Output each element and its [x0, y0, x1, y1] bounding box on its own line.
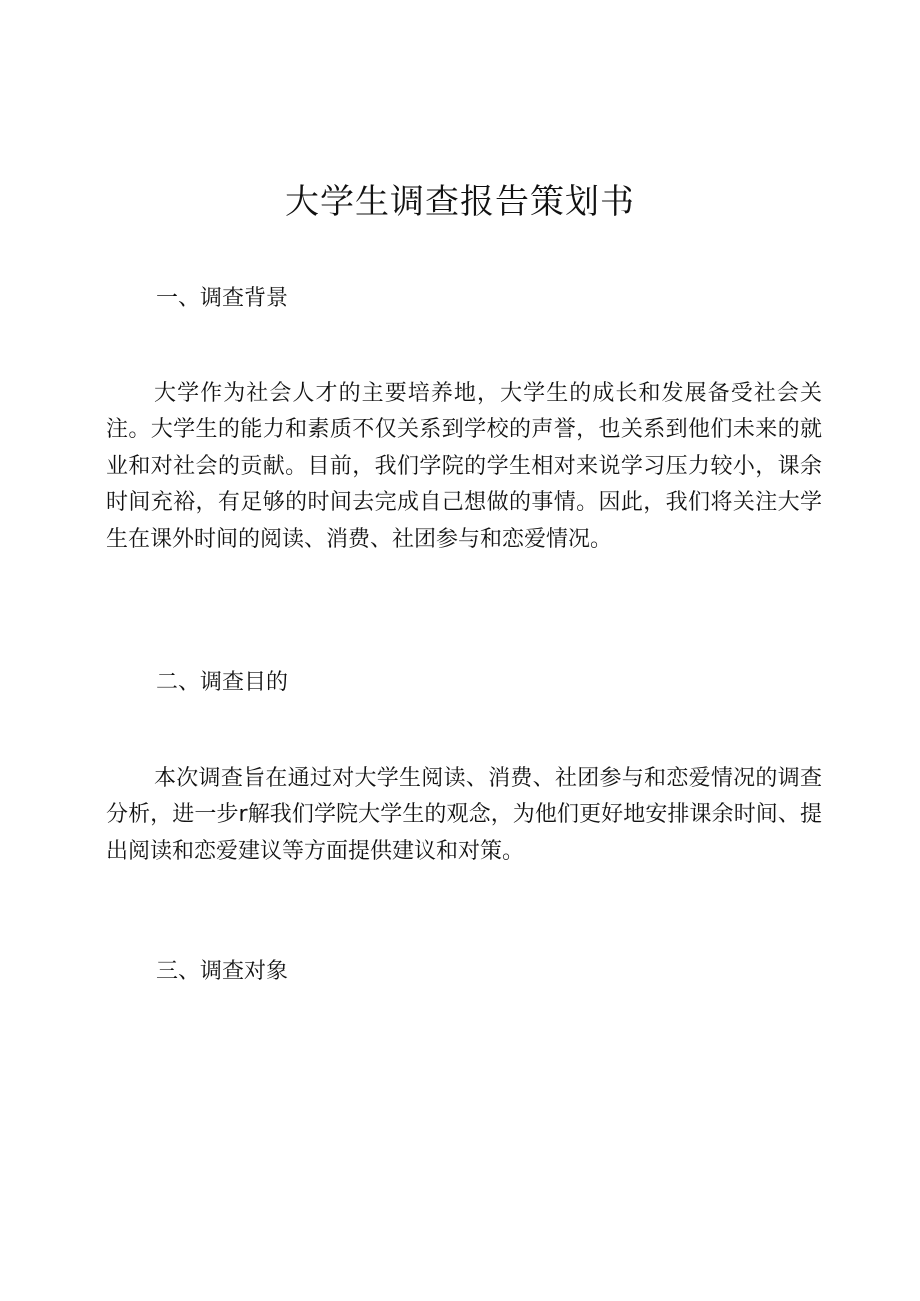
section-paragraph-background: 大学作为社会人才的主要培养地，大学生的成长和发展备受社会关注。大学生的能力和素质不仅关系到学校的声誉，也关系到他们未来的就业和对社会的贡献。目前，我们学院的学生相对来说学习压力较小，课余时间充裕，有足够的时间去完成自己想做的事情。因此，我们将关注大学生在课外时间的阅读、消费、社团参与和恋爱情况。 — [106, 381, 822, 552]
document-title: 大学生调查报告策划书 — [285, 182, 635, 222]
section-heading-background: 一、调查背景 — [156, 286, 289, 311]
section-heading-subjects: 三、调查对象 — [156, 959, 289, 984]
section-heading-purpose: 二、调查目的 — [156, 670, 289, 695]
section-paragraph-purpose: 本次调查旨在通过对大学生阅读、消费、社团参与和恋爱情况的调查分析，进一步r解我们学院大学生的观念，为他们更好地安排课余时间、提出阅读和恋爱建议等方面提供建议和对策。 — [106, 766, 822, 864]
